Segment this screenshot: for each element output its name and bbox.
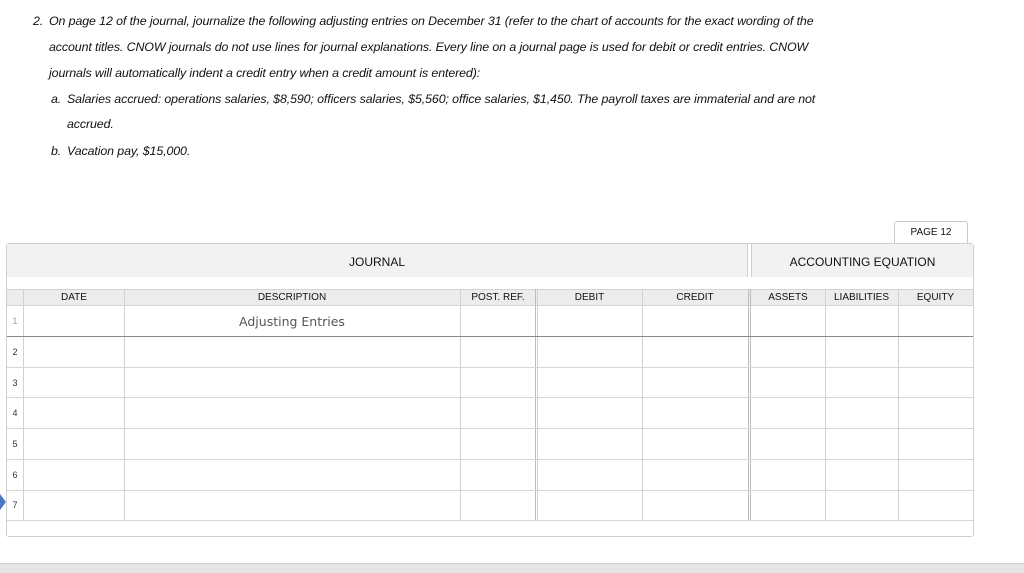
date-input[interactable]	[24, 307, 124, 336]
instruction-line-1: On page 12 of the journal, journalize the following adjusting entries on December 31 (refer to the chart of accounts for the exact wording of the	[49, 14, 814, 28]
post-ref-input[interactable]	[461, 338, 535, 367]
row-number: 1	[12, 316, 18, 326]
description-cell[interactable]	[124, 430, 460, 460]
debit-input[interactable]	[538, 491, 642, 520]
equity-select[interactable]	[899, 399, 973, 428]
assets-select[interactable]	[751, 399, 825, 428]
liabilities-select[interactable]	[826, 491, 898, 520]
liabilities-select[interactable]	[826, 368, 898, 397]
post-ref-input[interactable]	[461, 368, 535, 397]
question-number: 2.	[33, 14, 44, 28]
item-b-line-1: Vacation pay, $15,000.	[67, 144, 191, 158]
liabilities-select[interactable]	[826, 307, 898, 336]
equity-select[interactable]	[899, 491, 973, 520]
page-label: PAGE 12	[894, 221, 968, 243]
journal-title: JOURNAL	[7, 244, 748, 277]
row-number: 7	[12, 500, 18, 510]
post-ref-input[interactable]	[461, 461, 535, 490]
equity-select[interactable]	[899, 338, 973, 367]
column-header-description: DESCRIPTION	[257, 292, 327, 303]
column-header-credit: CREDIT	[676, 292, 714, 303]
credit-input[interactable]	[643, 461, 748, 490]
column-divider	[535, 289, 536, 521]
liabilities-select[interactable]	[826, 430, 898, 459]
column-header-post-ref: POST. REF.	[471, 292, 525, 303]
assets-select[interactable]	[751, 368, 825, 397]
credit-input[interactable]	[643, 399, 748, 428]
debit-input[interactable]	[538, 368, 642, 397]
column-header-equity: EQUITY	[916, 292, 955, 303]
instruction-line-2: account titles. CNOW journals do not use lines for journal explanations. Every line on a journal page is used for debit or credit entries. CNOW	[49, 40, 809, 54]
credit-input[interactable]	[643, 338, 748, 367]
instruction-line-3: journals will automatically indent a credit entry when a credit amount is entered):	[49, 66, 481, 80]
row-number: 6	[12, 470, 18, 480]
debit-input[interactable]	[538, 430, 642, 459]
assets-select[interactable]	[751, 307, 825, 336]
post-ref-input[interactable]	[461, 399, 535, 428]
current-row-marker-icon	[0, 494, 6, 510]
description-cell[interactable]	[124, 461, 460, 491]
credit-input[interactable]	[643, 368, 748, 397]
post-ref-input[interactable]	[461, 307, 535, 336]
row-number: 2	[12, 347, 18, 357]
row-number: 3	[12, 378, 18, 388]
accounting-equation-title: ACCOUNTING EQUATION	[751, 244, 973, 277]
item-a-label: a.	[51, 92, 62, 106]
column-header-assets: ASSETS	[768, 292, 808, 303]
item-a-line-1: Salaries accrued: operations salaries, $8,590; officers salaries, $5,560; office salaries, $1,450. The payroll taxes are immaterial and are not	[67, 92, 816, 106]
debit-input[interactable]	[538, 307, 642, 336]
row-number: 5	[12, 439, 18, 449]
debit-input[interactable]	[538, 399, 642, 428]
date-input[interactable]	[24, 368, 124, 397]
date-input[interactable]	[24, 399, 124, 428]
post-ref-input[interactable]	[461, 430, 535, 459]
description-cell[interactable]	[124, 491, 460, 521]
equity-select[interactable]	[899, 307, 973, 336]
column-header-debit: DEBIT	[574, 292, 605, 303]
liabilities-select[interactable]	[826, 461, 898, 490]
equity-select[interactable]	[899, 461, 973, 490]
credit-input[interactable]	[643, 491, 748, 520]
debit-input[interactable]	[538, 461, 642, 490]
assets-select[interactable]	[751, 430, 825, 459]
assets-select[interactable]	[751, 491, 825, 520]
date-input[interactable]	[24, 491, 124, 520]
column-divider	[748, 289, 749, 521]
post-ref-input[interactable]	[461, 491, 535, 520]
equity-select[interactable]	[899, 430, 973, 459]
liabilities-select[interactable]	[826, 338, 898, 367]
date-input[interactable]	[24, 338, 124, 367]
description-cell[interactable]	[124, 399, 460, 429]
equity-select[interactable]	[899, 368, 973, 397]
row-number: 4	[12, 408, 18, 418]
date-input[interactable]	[24, 461, 124, 490]
item-b-label: b.	[51, 144, 62, 158]
description-cell[interactable]: Adjusting Entries	[239, 314, 345, 329]
credit-input[interactable]	[643, 307, 748, 336]
item-a-line-2: accrued.	[67, 117, 114, 131]
column-header-date: DATE	[61, 292, 87, 303]
date-input[interactable]	[24, 430, 124, 459]
credit-input[interactable]	[643, 430, 748, 459]
liabilities-select[interactable]	[826, 399, 898, 428]
assets-select[interactable]	[751, 461, 825, 490]
description-cell[interactable]	[124, 368, 460, 398]
column-header-liabilities: LIABILITIES	[833, 292, 890, 303]
assets-select[interactable]	[751, 338, 825, 367]
description-cell[interactable]	[124, 338, 460, 368]
debit-input[interactable]	[538, 338, 642, 367]
